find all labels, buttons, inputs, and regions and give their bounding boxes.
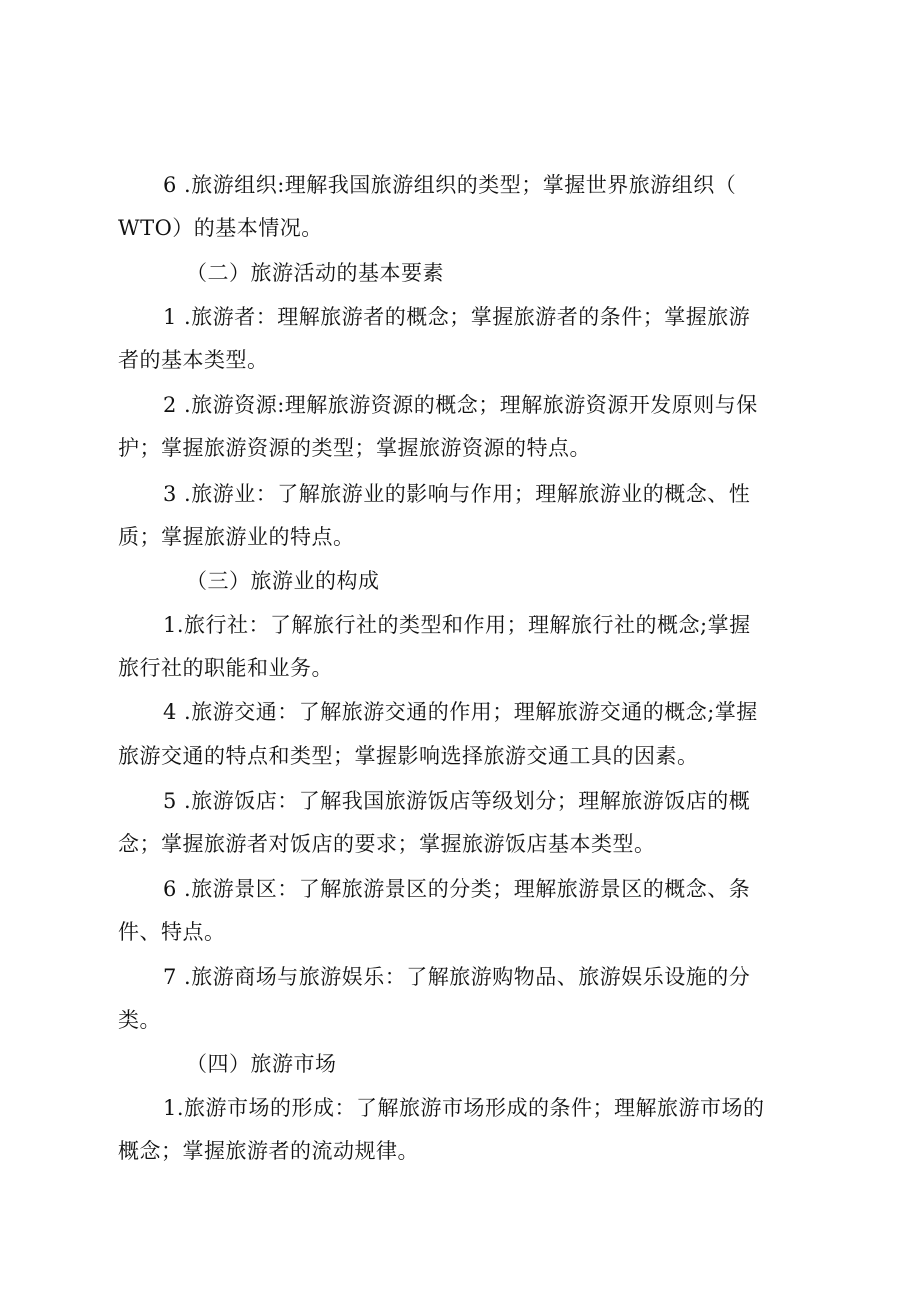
item-shopping-entertainment-line1: 7 .旅游商场与旅游娱乐：了解旅游购物品、旅游娱乐设施的分 [163,965,751,989]
item-travel-agency-line2: 旅行社的职能和业务。 [118,656,333,680]
item-market-formation-line2: 概念；掌握旅游者的流动规律。 [118,1139,419,1163]
item-market-formation-line1: 1.旅游市场的形成：了解旅游市场形成的条件；理解旅游市场的 [163,1096,765,1120]
item-tourism-hotel-line2: 念；掌握旅游者对饭店的要求；掌握旅游饭店基本类型。 [118,832,656,856]
item-tourism-transport-line1: 4 .旅游交通：了解旅游交通的作用；理解旅游交通的概念;掌握 [163,700,758,724]
item-tourist-line2: 者的基本类型。 [118,348,269,372]
item-tourism-organization-line1: 6 .旅游组织:理解我国旅游组织的类型；掌握世界旅游组织（ [163,173,737,197]
item-tourism-hotel-line1: 5 .旅游饭店：了解我国旅游饭店等级划分；理解旅游饭店的概 [163,789,751,813]
item-tourism-resources-line2: 护；掌握旅游资源的类型；掌握旅游资源的特点。 [118,436,591,460]
item-shopping-entertainment-line2: 类。 [118,1008,161,1032]
item-tourist-line1: 1 .旅游者：理解旅游者的概念；掌握旅游者的条件；掌握旅游 [163,305,751,329]
item-scenic-area-line1: 6 .旅游景区：了解旅游景区的分类；理解旅游景区的概念、条 [163,877,751,901]
item-scenic-area-line2: 件、特点。 [118,920,226,944]
section-heading-industry-composition: （三）旅游业的构成 [186,569,380,593]
item-tourism-industry-line1: 3 .旅游业：了解旅游业的影响与作用；理解旅游业的概念、性 [163,482,751,506]
item-tourism-transport-line2: 旅游交通的特点和类型；掌握影响选择旅游交通工具的因素。 [118,744,699,768]
section-heading-basic-elements: （二）旅游活动的基本要素 [186,261,444,285]
section-heading-tourism-market: （四）旅游市场 [186,1052,337,1076]
item-tourism-industry-line2: 质；掌握旅游业的特点。 [118,525,355,549]
item-travel-agency-line1: 1.旅行社：了解旅行社的类型和作用；理解旅行社的概念;掌握 [163,613,751,637]
item-tourism-organization-line2: WTO）的基本情况。 [118,216,323,240]
item-tourism-resources-line1: 2 .旅游资源:理解旅游资源的概念；理解旅游资源开发原则与保 [163,393,758,417]
